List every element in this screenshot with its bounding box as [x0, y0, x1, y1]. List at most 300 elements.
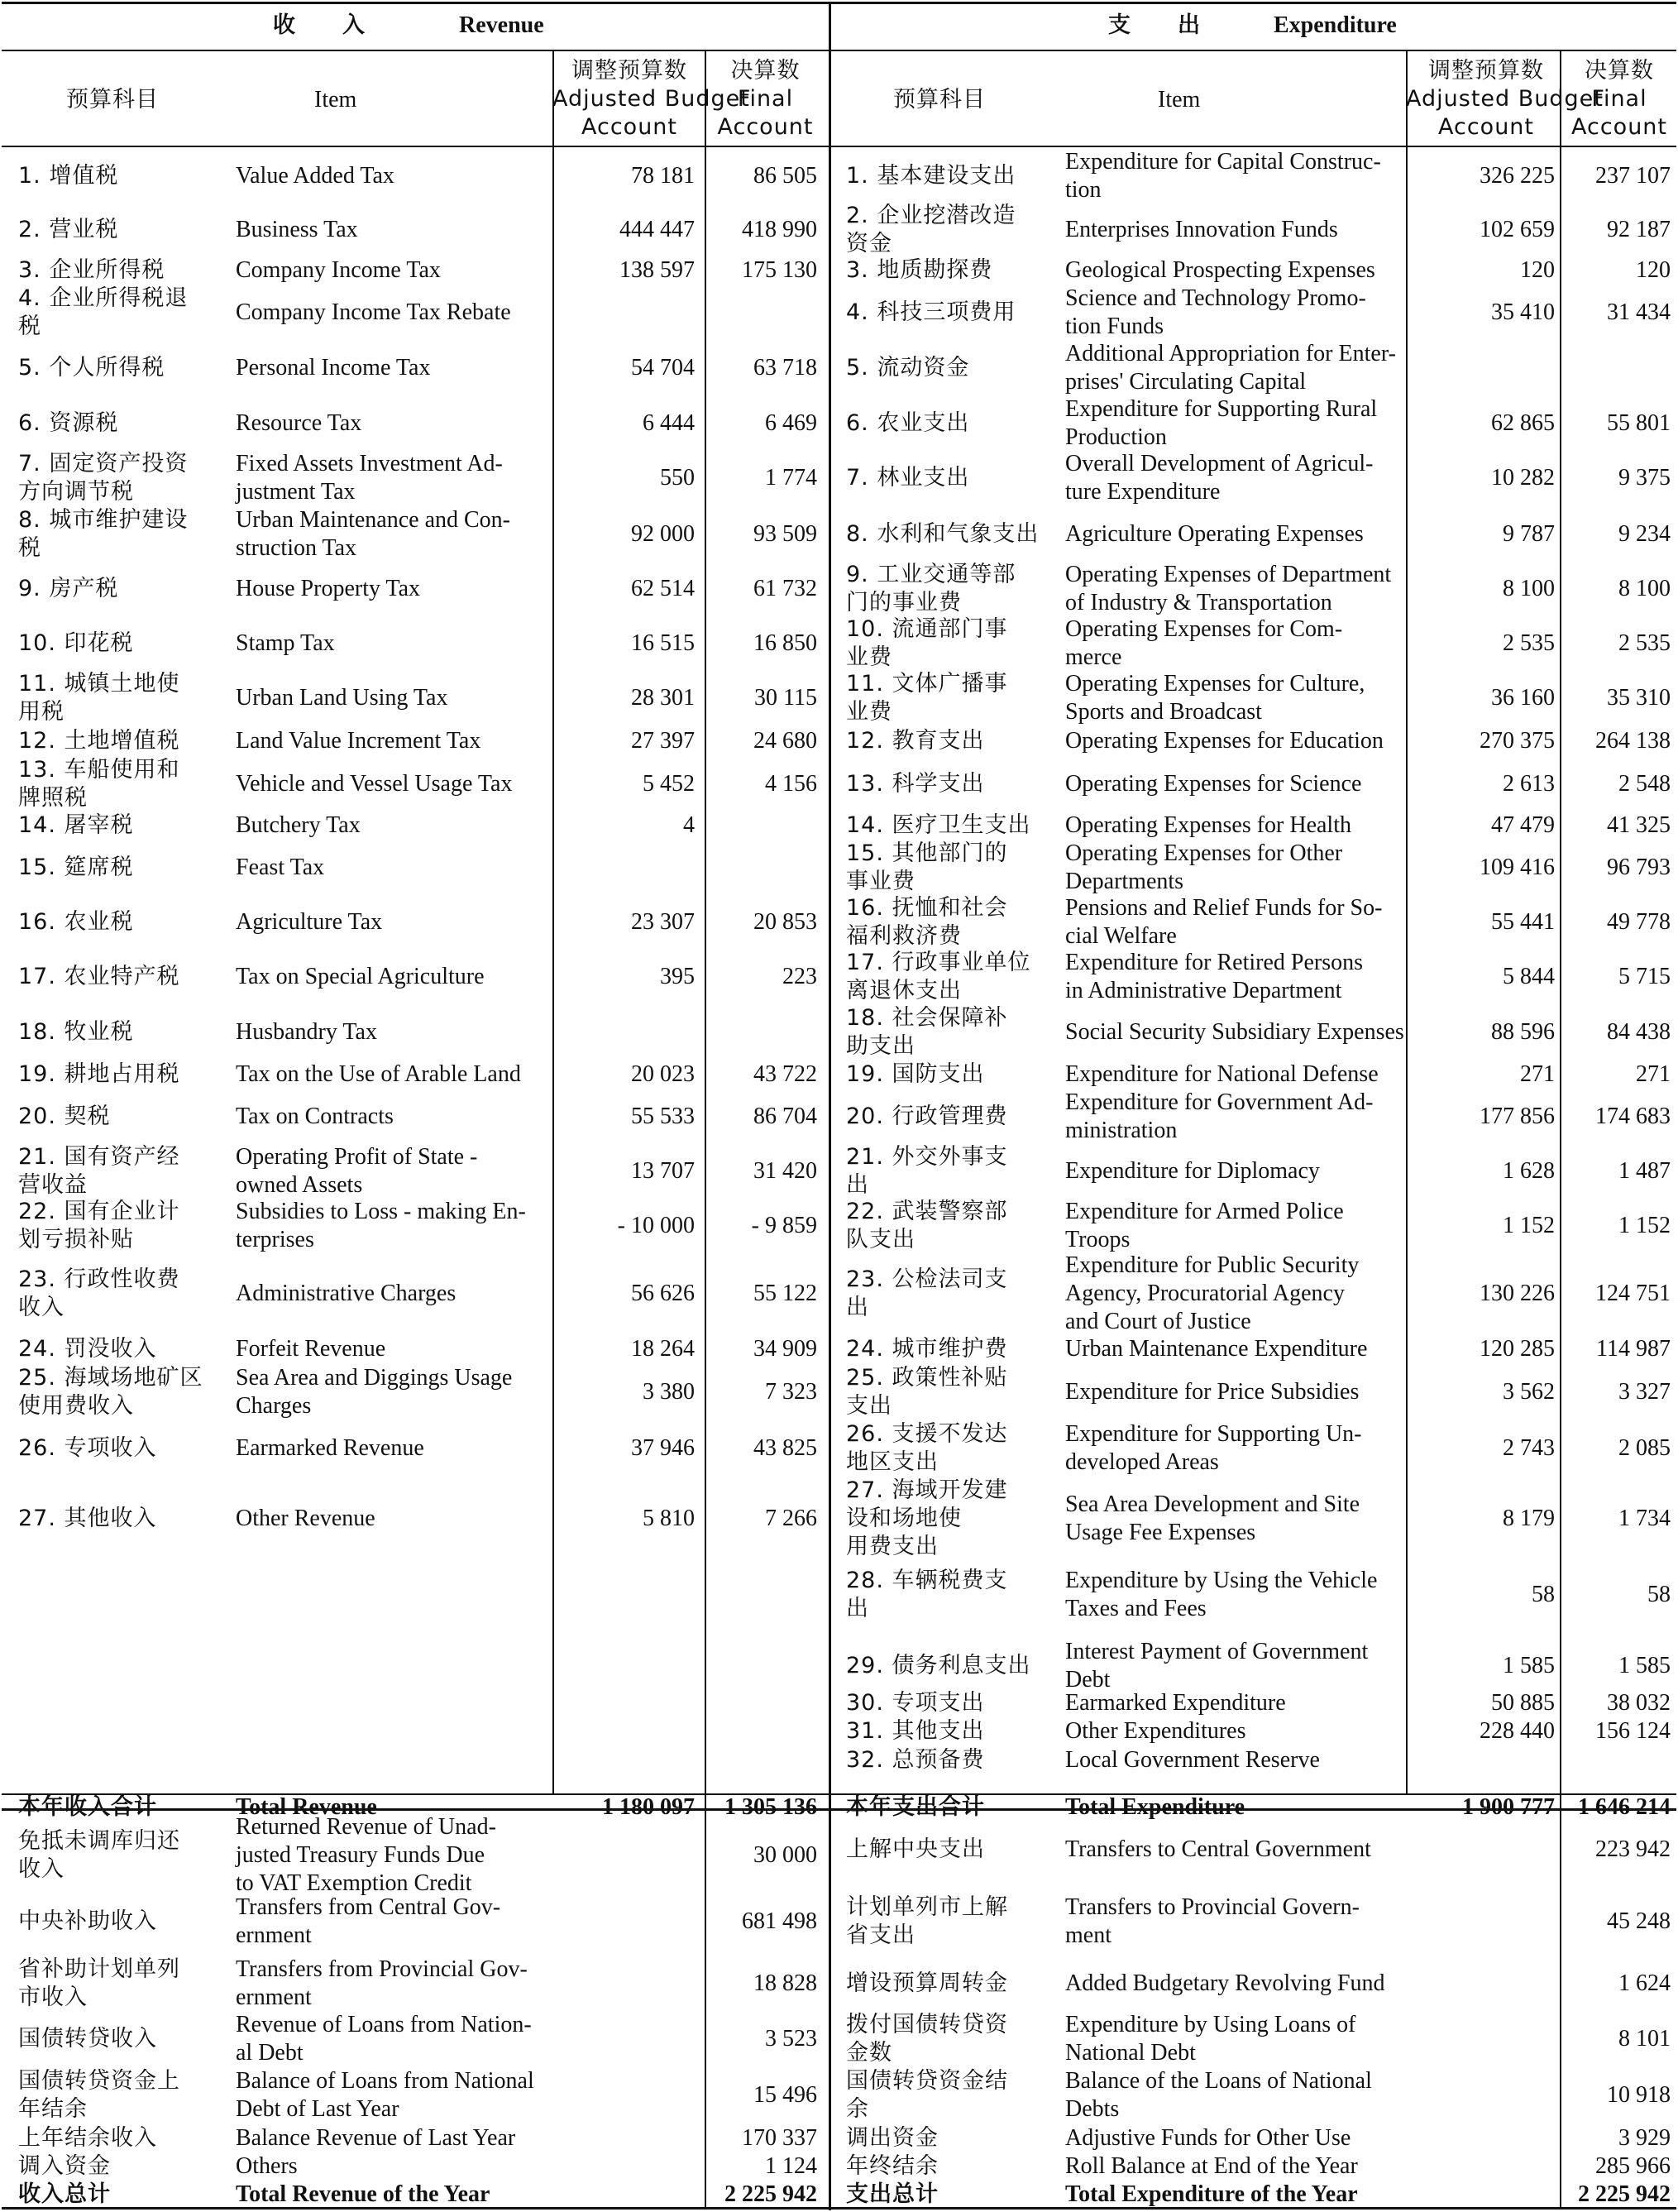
- expenditure-bottom-row-5-subject-line-1: 国债转贷资金结: [846, 2068, 1008, 2094]
- expenditure-row-29-subject: 29. 债务利息支出: [846, 1653, 1031, 1678]
- expenditure-row-31-item: Other Expenditures: [1065, 1718, 1246, 1744]
- revenue-bottom-row-1-item-line-2: justed Treasury Funds Due: [236, 1842, 485, 1868]
- expenditure-row-23-item-line-2: Agency, Procuratorial Agency: [1065, 1281, 1345, 1306]
- revenue-row-3-final: 175 130: [742, 257, 817, 283]
- revenue-row-2-adjusted: 444 447: [619, 217, 695, 242]
- expenditure-bottom-row-5-subject-line-2: 余: [846, 2096, 869, 2122]
- expenditure-bottom-row-3-final: 1 624: [1618, 1970, 1671, 1996]
- revenue-row-17-final: 223: [782, 964, 817, 989]
- expenditure-row-15-adjusted: 109 416: [1480, 855, 1555, 880]
- expenditure-title-en: Expenditure: [1274, 12, 1397, 38]
- revenue-row-17-item: Tax on Special Agriculture: [236, 964, 485, 989]
- expenditure-row-4-item-line-2: tion Funds: [1065, 314, 1164, 339]
- revenue-row-3-subject: 3. 企业所得税: [18, 257, 165, 283]
- total-revenue-final: 1 305 136: [724, 1794, 817, 1820]
- revenue-row-12-item: Land Value Increment Tax: [236, 728, 481, 754]
- expenditure-row-3-adjusted: 120: [1520, 257, 1555, 283]
- expenditure-row-12-final: 264 138: [1595, 728, 1671, 754]
- expenditure-row-32-subject: 32. 总预备费: [846, 1747, 985, 1773]
- expenditure-row-26-final: 2 085: [1618, 1435, 1671, 1461]
- expenditure-row-22-subject-line-1: 22. 武装警察部: [846, 1199, 1008, 1224]
- expenditure-bottom-row-6-item: Adjustive Funds for Other Use: [1065, 2125, 1351, 2151]
- expenditure-row-31-subject: 31. 其他支出: [846, 1718, 985, 1744]
- expenditure-row-9-subject-line-2: 门的事业费: [846, 590, 962, 615]
- revenue-bottom-row-7-final: 1 124: [765, 2153, 817, 2179]
- revenue-bottom-row-5-item-line-2: Debt of Last Year: [236, 2096, 399, 2122]
- revenue-row-10-adjusted: 16 515: [631, 630, 695, 656]
- revenue-row-1-subject: 1. 增值税: [18, 163, 119, 189]
- expenditure-row-17-subject-line-1: 17. 行政事业单位: [846, 950, 1031, 975]
- expenditure-row-1-adjusted: 326 225: [1480, 163, 1555, 189]
- expenditure-row-23-adjusted: 130 226: [1480, 1281, 1555, 1306]
- expenditure-row-9-adjusted: 8 100: [1503, 576, 1555, 601]
- expenditure-row-10-subject-line-1: 10. 流通部门事: [846, 616, 1008, 642]
- expenditure-row-11-adjusted: 36 160: [1491, 685, 1555, 711]
- revenue-row-11-subject-line-1: 11. 城镇土地使: [18, 671, 180, 697]
- total-expenditure-adjusted: 1 900 777: [1462, 1794, 1555, 1820]
- expenditure-row-11-subject-line-2: 业费: [846, 699, 892, 725]
- expenditure-row-7-adjusted: 10 282: [1491, 465, 1555, 491]
- expenditure-row-6-adjusted: 62 865: [1491, 410, 1555, 436]
- expenditure-row-22-subject-line-2: 队支出: [846, 1227, 915, 1252]
- expenditure-row-21-subject-line-2: 出: [846, 1172, 869, 1198]
- expenditure-row-13-final: 2 548: [1618, 771, 1671, 797]
- revenue-row-5-final: 63 718: [753, 355, 817, 381]
- revenue-row-3-item: Company Income Tax: [236, 257, 441, 283]
- revenue-row-25-final: 7 323: [765, 1379, 817, 1405]
- expenditure-row-25-final: 3 327: [1618, 1379, 1671, 1405]
- revenue-bottom-row-7-subject: 调入资金: [18, 2153, 111, 2179]
- expenditure-row-1-subject: 1. 基本建设支出: [846, 163, 1016, 189]
- exp-header-final-line-3: Account: [1570, 114, 1667, 140]
- revenue-row-20-item: Tax on Contracts: [236, 1104, 394, 1129]
- expenditure-bottom-row-1-subject: 上解中央支出: [846, 1836, 985, 1862]
- revenue-row-21-adjusted: 13 707: [631, 1158, 695, 1184]
- expenditure-row-2-adjusted: 102 659: [1480, 217, 1555, 242]
- revenue-row-24-final: 34 909: [753, 1336, 817, 1362]
- expenditure-row-29-adjusted: 1 585: [1503, 1653, 1555, 1678]
- expenditure-row-8-item: Agriculture Operating Expenses: [1065, 521, 1364, 547]
- revenue-row-16-adjusted: 23 307: [631, 909, 695, 935]
- expenditure-row-18-subject-line-1: 18. 社会保障补: [846, 1005, 1008, 1031]
- total-expenditure-final: 1 646 214: [1578, 1794, 1671, 1820]
- revenue-row-19-adjusted: 20 023: [631, 1061, 695, 1087]
- revenue-row-25-item-line-1: Sea Area and Diggings Usage: [236, 1365, 513, 1391]
- revenue-row-9-subject: 9. 房产税: [18, 576, 119, 601]
- exp-header-adjusted-line-1: 调整预算数: [1428, 58, 1544, 84]
- revenue-row-22-final: - 9 859: [751, 1213, 817, 1238]
- revenue-row-7-final: 1 774: [765, 465, 817, 491]
- revenue-row-26-item: Earmarked Revenue: [236, 1435, 424, 1461]
- expenditure-row-22-adjusted: 1 152: [1503, 1213, 1555, 1238]
- expenditure-row-18-subject-line-2: 助支出: [846, 1033, 915, 1059]
- expenditure-row-18-item: Social Security Subsidiary Expenses: [1065, 1019, 1404, 1045]
- revenue-bottom-row-2-final: 681 498: [742, 1908, 817, 1934]
- exp-header-final-line-1: 决算数: [1585, 58, 1654, 84]
- expenditure-row-21-final: 1 487: [1618, 1158, 1671, 1184]
- revenue-row-15-subject: 15. 筵席税: [18, 855, 134, 880]
- grand-total-expenditure-en: Total Expenditure of the Year: [1065, 2181, 1358, 2207]
- revenue-row-27-final: 7 266: [765, 1506, 817, 1531]
- expenditure-row-10-item-line-1: Operating Expenses for Com-: [1065, 616, 1343, 642]
- expenditure-bottom-row-5-final: 10 918: [1607, 2082, 1671, 2108]
- expenditure-row-14-subject: 14. 医疗卫生支出: [846, 812, 1031, 838]
- revenue-bottom-row-2-item-line-2: ernment: [236, 1922, 312, 1948]
- expenditure-row-16-final: 49 778: [1607, 909, 1671, 935]
- revenue-row-18-subject: 18. 牧业税: [18, 1019, 134, 1045]
- expenditure-row-30-adjusted: 50 885: [1491, 1690, 1555, 1716]
- expenditure-row-19-adjusted: 271: [1520, 1061, 1555, 1087]
- expenditure-row-10-adjusted: 2 535: [1503, 630, 1555, 656]
- expenditure-row-14-adjusted: 47 479: [1491, 812, 1555, 838]
- revenue-row-21-subject-line-2: 营收益: [18, 1172, 88, 1198]
- expenditure-row-26-subject-line-2: 地区支出: [846, 1449, 939, 1475]
- expenditure-row-29-item-line-2: Debt: [1065, 1667, 1111, 1693]
- expenditure-row-1-item-line-1: Expenditure for Capital Construc-: [1065, 149, 1381, 175]
- revenue-row-7-item-line-1: Fixed Assets Investment Ad-: [236, 451, 503, 476]
- expenditure-bottom-row-4-subject-line-2: 金数: [846, 2040, 892, 2066]
- revenue-row-12-subject: 12. 土地增值税: [18, 728, 180, 754]
- expenditure-row-1-final: 237 107: [1595, 163, 1671, 189]
- revenue-row-8-item-line-2: struction Tax: [236, 535, 357, 561]
- revenue-bottom-row-4-item-line-1: Revenue of Loans from Nation-: [236, 2012, 532, 2037]
- expenditure-bottom-row-2-item-line-1: Transfers to Provincial Govern-: [1065, 1894, 1360, 1920]
- revenue-row-22-subject-line-1: 22. 国有企业计: [18, 1199, 180, 1224]
- revenue-bottom-row-1-subject-line-2: 收入: [18, 1856, 65, 1882]
- expenditure-row-32-item: Local Government Reserve: [1065, 1747, 1320, 1773]
- revenue-bottom-row-3-final: 18 828: [753, 1970, 817, 1996]
- expenditure-bottom-row-1-item: Transfers to Central Government: [1065, 1836, 1371, 1862]
- rev-header-adjusted-line-1: 调整预算数: [571, 58, 687, 84]
- expenditure-row-12-item: Operating Expenses for Education: [1065, 728, 1384, 754]
- expenditure-bottom-row-4-subject-line-1: 拨付国债转贷资: [846, 2012, 1008, 2037]
- expenditure-bottom-row-2-subject-line-1: 计划单列市上解: [846, 1894, 1008, 1920]
- expenditure-row-16-adjusted: 55 441: [1491, 909, 1555, 935]
- expenditure-row-5-item-line-2: prises' Circulating Capital: [1065, 369, 1307, 395]
- total-expenditure-cn: 本年支出合计: [846, 1794, 985, 1820]
- rev-final-col-left: [705, 50, 706, 2209]
- expenditure-row-22-final: 1 152: [1618, 1213, 1671, 1238]
- revenue-row-10-subject: 10. 印花税: [18, 630, 134, 656]
- revenue-row-19-subject: 19. 耕地占用税: [18, 1061, 180, 1087]
- expenditure-row-7-item-line-1: Overall Development of Agricul-: [1065, 451, 1374, 476]
- expenditure-row-17-item-line-2: in Administrative Department: [1065, 978, 1342, 1003]
- revenue-row-26-adjusted: 37 946: [631, 1435, 695, 1461]
- expenditure-row-17-subject-line-2: 离退休支出: [846, 978, 962, 1003]
- expenditure-row-6-item-line-2: Production: [1065, 424, 1167, 450]
- revenue-row-26-final: 43 825: [753, 1435, 817, 1461]
- revenue-row-23-subject-line-1: 23. 行政性收费: [18, 1266, 180, 1292]
- expenditure-row-25-adjusted: 3 562: [1503, 1379, 1555, 1405]
- revenue-row-25-item-line-2: Charges: [236, 1393, 312, 1419]
- exp-header-item: Item: [1158, 87, 1201, 113]
- revenue-row-10-final: 16 850: [753, 630, 817, 656]
- expenditure-row-15-subject-line-2: 事业费: [846, 869, 915, 894]
- expenditure-row-17-final: 5 715: [1618, 964, 1671, 989]
- expenditure-row-23-subject-line-1: 23. 公检法司支: [846, 1266, 1008, 1292]
- expenditure-row-20-final: 174 683: [1595, 1104, 1671, 1129]
- expenditure-bottom-row-5-item-line-2: Debts: [1065, 2096, 1120, 2122]
- revenue-row-6-final: 6 469: [765, 410, 817, 436]
- expenditure-row-13-adjusted: 2 613: [1503, 771, 1555, 797]
- revenue-row-11-final: 30 115: [754, 685, 817, 711]
- revenue-bottom-row-3-item-line-1: Transfers from Provincial Gov-: [236, 1956, 528, 1982]
- revenue-row-22-adjusted: - 10 000: [617, 1213, 695, 1238]
- revenue-bottom-row-4-subject: 国债转贷收入: [18, 2026, 157, 2052]
- revenue-row-26-subject: 26. 专项收入: [18, 1435, 157, 1461]
- expenditure-row-16-subject-line-1: 16. 抚恤和社会: [846, 895, 1008, 921]
- expenditure-row-9-subject-line-1: 9. 工业交通等部: [846, 562, 1016, 587]
- expenditure-row-20-subject: 20. 行政管理费: [846, 1104, 1008, 1129]
- total-revenue-cn: 本年收入合计: [18, 1794, 157, 1820]
- total-revenue-en: Total Revenue: [236, 1794, 377, 1820]
- revenue-row-7-subject-line-1: 7. 固定资产投资: [18, 451, 189, 476]
- revenue-bottom-row-4-item-line-2: al Debt: [236, 2040, 304, 2066]
- expenditure-row-11-item-line-2: Sports and Broadcast: [1065, 699, 1262, 725]
- revenue-row-14-subject: 14. 屠宰税: [18, 812, 134, 838]
- revenue-row-25-adjusted: 3 380: [643, 1379, 695, 1405]
- expenditure-row-9-item-line-1: Operating Expenses of Department: [1065, 562, 1392, 587]
- expenditure-row-8-adjusted: 9 787: [1503, 521, 1555, 547]
- revenue-row-16-final: 20 853: [753, 909, 817, 935]
- expenditure-row-6-subject: 6. 农业支出: [846, 410, 970, 436]
- revenue-row-4-subject-line-2: 税: [18, 314, 41, 339]
- expenditure-row-27-subject-line-3: 用费支出: [846, 1534, 939, 1559]
- expenditure-row-23-final: 124 751: [1595, 1281, 1671, 1306]
- revenue-row-22-item-line-2: terprises: [236, 1227, 314, 1252]
- expenditure-row-19-item: Expenditure for National Defense: [1065, 1061, 1379, 1087]
- rev-header-final-line-3: Account: [717, 114, 814, 140]
- expenditure-row-3-subject: 3. 地质勘探费: [846, 257, 993, 283]
- revenue-bottom-row-6-item: Balance Revenue of Last Year: [236, 2125, 516, 2151]
- rev-header-adjusted-line-2: Adjusted Budget: [552, 86, 750, 112]
- revenue-row-23-item: Administrative Charges: [236, 1281, 457, 1306]
- expenditure-row-28-item-line-2: Taxes and Fees: [1065, 1596, 1207, 1621]
- revenue-row-8-subject-line-1: 8. 城市维护建设: [18, 507, 189, 533]
- expenditure-row-11-subject-line-1: 11. 文体广播事: [846, 671, 1008, 697]
- expenditure-bottom-row-7-final: 285 966: [1595, 2153, 1671, 2179]
- revenue-bottom-row-5-item-line-1: Balance of Loans from National: [236, 2068, 534, 2094]
- revenue-bottom-row-6-subject: 上年结余收入: [18, 2125, 157, 2151]
- expenditure-row-14-final: 41 325: [1607, 812, 1671, 838]
- rev-header-final-line-1: 决算数: [730, 58, 801, 84]
- expenditure-row-30-final: 38 032: [1607, 1690, 1671, 1716]
- expenditure-row-18-final: 84 438: [1607, 1019, 1671, 1045]
- revenue-row-20-subject: 20. 契税: [18, 1104, 111, 1129]
- expenditure-row-15-item-line-2: Departments: [1065, 869, 1184, 894]
- revenue-row-19-item: Tax on the Use of Arable Land: [236, 1061, 521, 1087]
- revenue-row-1-final: 86 505: [753, 163, 817, 189]
- expenditure-bottom-row-6-final: 3 929: [1618, 2125, 1671, 2151]
- revenue-row-17-adjusted: 395: [660, 964, 695, 989]
- revenue-row-14-adjusted: 4: [683, 812, 695, 838]
- rev-header-adjusted-line-3: Account: [581, 114, 677, 140]
- expenditure-row-23-item-line-1: Expenditure for Public Security: [1065, 1252, 1360, 1278]
- total-revenue-adjusted: 1 180 097: [602, 1794, 695, 1820]
- revenue-row-13-adjusted: 5 452: [643, 771, 695, 797]
- revenue-bottom-row-3-subject-line-2: 市收入: [18, 1985, 88, 2010]
- exp-header-adjusted-line-3: Account: [1437, 114, 1534, 140]
- expenditure-row-2-subject-line-2: 资金: [846, 231, 892, 256]
- expenditure-row-24-subject: 24. 城市维护费: [846, 1336, 1008, 1362]
- expenditure-row-22-item-line-1: Expenditure for Armed Police: [1065, 1199, 1344, 1224]
- expenditure-row-27-subject-line-1: 27. 海域开发建: [846, 1477, 1008, 1503]
- revenue-row-9-final: 61 732: [753, 576, 817, 601]
- expenditure-row-24-adjusted: 120 285: [1480, 1336, 1555, 1362]
- grand-total-expenditure-final: 2 225 942: [1578, 2181, 1671, 2207]
- revenue-title-cn: 收 入: [273, 12, 366, 38]
- revenue-row-16-item: Agriculture Tax: [236, 909, 383, 935]
- column-header-divider: [2, 146, 1676, 147]
- grand-total-expenditure-cn: 支出总计: [846, 2181, 939, 2207]
- revenue-title-en: Revenue: [459, 12, 544, 38]
- expenditure-row-4-final: 31 434: [1607, 299, 1671, 325]
- expenditure-row-2-final: 92 187: [1607, 217, 1671, 242]
- expenditure-bottom-row-4-item-line-1: Expenditure by Using Loans of: [1065, 2012, 1356, 2037]
- revenue-row-13-subject-line-2: 牌照税: [18, 785, 88, 811]
- expenditure-row-9-final: 8 100: [1618, 576, 1671, 601]
- expenditure-row-16-item-line-1: Pensions and Relief Funds for So-: [1065, 895, 1383, 921]
- expenditure-row-6-item-line-1: Expenditure for Supporting Rural: [1065, 396, 1378, 422]
- expenditure-row-24-item: Urban Maintenance Expenditure: [1065, 1336, 1368, 1362]
- expenditure-row-3-item: Geological Prospecting Expenses: [1065, 257, 1375, 283]
- expenditure-row-20-item-line-2: ministration: [1065, 1118, 1178, 1143]
- revenue-row-27-adjusted: 5 810: [643, 1506, 695, 1531]
- expenditure-row-15-subject-line-1: 15. 其他部门的: [846, 840, 1008, 866]
- revenue-row-4-subject-line-1: 4. 企业所得税退: [18, 285, 189, 311]
- expenditure-bottom-row-7-subject: 年终结余: [846, 2153, 939, 2179]
- expenditure-row-23-item-line-3: and Court of Justice: [1065, 1309, 1251, 1334]
- revenue-row-20-final: 86 704: [753, 1104, 817, 1129]
- exp-header-adjusted-line-2: Adjusted Budget: [1406, 86, 1604, 112]
- revenue-row-22-item-line-1: Subsidies to Loss - making En-: [236, 1199, 526, 1224]
- expenditure-row-21-subject-line-1: 21. 外交外事支: [846, 1144, 1008, 1170]
- revenue-row-4-item: Company Income Tax Rebate: [236, 299, 511, 325]
- revenue-row-5-item: Personal Income Tax: [236, 355, 431, 381]
- revenue-row-27-item: Other Revenue: [236, 1506, 375, 1531]
- revenue-bottom-row-5-subject-line-1: 国债转贷资金上: [18, 2068, 180, 2094]
- revenue-row-7-subject-line-2: 方向调节税: [18, 479, 134, 505]
- center-divider: [829, 2, 831, 2210]
- expenditure-row-14-item: Operating Expenses for Health: [1065, 812, 1351, 838]
- revenue-row-9-adjusted: 62 514: [631, 576, 695, 601]
- expenditure-row-16-item-line-2: cial Welfare: [1065, 923, 1177, 949]
- revenue-row-22-subject-line-2: 划亏损补贴: [18, 1227, 134, 1252]
- revenue-row-14-item: Butchery Tax: [236, 812, 361, 838]
- rev-header-final-line-2: Final: [737, 86, 794, 112]
- expenditure-row-12-subject: 12. 教育支出: [846, 728, 985, 754]
- revenue-bottom-row-3-item-line-2: ernment: [236, 1985, 312, 2010]
- revenue-bottom-row-1-item-line-3: to VAT Exemption Credit: [236, 1870, 472, 1896]
- revenue-bottom-row-4-final: 3 523: [765, 2026, 817, 2052]
- rev-header-item: Item: [314, 87, 357, 113]
- expenditure-row-15-item-line-1: Operating Expenses for Other: [1065, 840, 1343, 866]
- expenditure-row-19-final: 271: [1636, 1061, 1671, 1087]
- revenue-bottom-row-2-subject: 中央补助收入: [18, 1908, 157, 1934]
- revenue-row-23-subject-line-2: 收入: [18, 1295, 65, 1320]
- expenditure-row-25-item: Expenditure for Price Subsidies: [1065, 1379, 1360, 1405]
- expenditure-row-4-adjusted: 35 410: [1491, 299, 1555, 325]
- revenue-row-21-subject-line-1: 21. 国有资产经: [18, 1144, 180, 1170]
- expenditure-row-28-final: 58: [1647, 1582, 1671, 1607]
- expenditure-bottom-row-1-final: 223 942: [1595, 1836, 1671, 1862]
- expenditure-row-29-item-line-1: Interest Payment of Government: [1065, 1639, 1369, 1664]
- expenditure-row-27-final: 1 734: [1618, 1506, 1671, 1531]
- revenue-row-13-item: Vehicle and Vessel Usage Tax: [236, 771, 513, 797]
- expenditure-row-17-adjusted: 5 844: [1503, 964, 1555, 989]
- expenditure-row-7-item-line-2: ture Expenditure: [1065, 479, 1221, 505]
- expenditure-row-1-item-line-2: tion: [1065, 177, 1102, 203]
- expenditure-row-20-adjusted: 177 856: [1480, 1104, 1555, 1129]
- revenue-row-21-item-line-1: Operating Profit of State -: [236, 1144, 478, 1170]
- revenue-row-2-final: 418 990: [742, 217, 817, 242]
- revenue-row-24-adjusted: 18 264: [631, 1336, 695, 1362]
- expenditure-row-10-subject-line-2: 业费: [846, 644, 892, 670]
- expenditure-bottom-row-4-item-line-2: National Debt: [1065, 2040, 1196, 2066]
- expenditure-bottom-row-6-subject: 调出资金: [846, 2125, 939, 2151]
- expenditure-row-30-subject: 30. 专项支出: [846, 1690, 985, 1716]
- expenditure-row-9-item-line-2: of Industry & Transportation: [1065, 590, 1332, 615]
- expenditure-row-10-final: 2 535: [1618, 630, 1671, 656]
- expenditure-row-26-subject-line-1: 26. 支援不发达: [846, 1421, 1008, 1447]
- expenditure-row-28-item-line-1: Expenditure by Using the Vehicle: [1065, 1568, 1378, 1593]
- revenue-row-7-adjusted: 550: [660, 465, 695, 491]
- expenditure-row-26-item-line-2: developed Areas: [1065, 1449, 1219, 1475]
- revenue-row-6-item: Resource Tax: [236, 410, 362, 436]
- revenue-row-5-subject: 5. 个人所得税: [18, 355, 165, 381]
- expenditure-bottom-row-4-final: 8 101: [1618, 2026, 1671, 2052]
- expenditure-row-23-subject-line-2: 出: [846, 1295, 869, 1320]
- revenue-bottom-row-5-final: 15 496: [753, 2082, 817, 2108]
- expenditure-row-25-subject-line-1: 25. 政策性补贴: [846, 1365, 1008, 1391]
- revenue-row-20-adjusted: 55 533: [631, 1104, 695, 1129]
- expenditure-row-22-item-line-2: Troops: [1065, 1227, 1131, 1252]
- expenditure-row-2-subject-line-1: 2. 企业挖潜改造: [846, 203, 1016, 228]
- revenue-row-13-final: 4 156: [765, 771, 817, 797]
- revenue-row-8-item-line-1: Urban Maintenance and Con-: [236, 507, 510, 533]
- revenue-bottom-row-6-final: 170 337: [742, 2125, 817, 2151]
- revenue-bottom-row-3-subject-line-1: 省补助计划单列: [18, 1956, 180, 1982]
- expenditure-bottom-row-7-item: Roll Balance at End of the Year: [1065, 2153, 1358, 2179]
- expenditure-row-5-subject: 5. 流动资金: [846, 355, 970, 381]
- expenditure-row-3-final: 120: [1636, 257, 1671, 283]
- expenditure-bottom-row-3-item: Added Budgetary Revolving Fund: [1065, 1970, 1385, 1996]
- total-expenditure-en: Total Expenditure: [1065, 1794, 1245, 1820]
- revenue-row-12-final: 24 680: [753, 728, 817, 754]
- exp-header-subject: 预算科目: [893, 87, 986, 113]
- revenue-row-25-subject-line-1: 25. 海域场地矿区: [18, 1365, 203, 1391]
- revenue-row-8-adjusted: 92 000: [631, 521, 695, 547]
- expenditure-row-31-adjusted: 228 440: [1480, 1718, 1555, 1744]
- expenditure-row-28-subject-line-1: 28. 车辆税费支: [846, 1568, 1008, 1593]
- expenditure-row-13-item: Operating Expenses for Science: [1065, 771, 1362, 797]
- header-row-divider: [2, 50, 1676, 51]
- revenue-row-23-final: 55 122: [753, 1281, 817, 1306]
- expenditure-row-25-subject-line-2: 支出: [846, 1393, 892, 1419]
- revenue-row-2-item: Business Tax: [236, 217, 358, 242]
- revenue-bottom-row-5-subject-line-2: 年结余: [18, 2096, 88, 2122]
- revenue-row-15-item: Feast Tax: [236, 855, 325, 880]
- grand-total-revenue-cn: 收入总计: [18, 2181, 111, 2207]
- expenditure-row-4-item-line-1: Science and Technology Promo-: [1065, 285, 1366, 311]
- expenditure-row-11-item-line-1: Operating Expenses for Culture,: [1065, 671, 1365, 697]
- expenditure-row-12-adjusted: 270 375: [1480, 728, 1555, 754]
- expenditure-title-cn: 支 出: [1108, 12, 1201, 38]
- expenditure-row-27-subject-line-2: 设和场地使: [846, 1506, 962, 1531]
- expenditure-row-29-final: 1 585: [1618, 1653, 1671, 1678]
- revenue-bottom-row-1-item-line-1: Returned Revenue of Unad-: [236, 1814, 496, 1840]
- revenue-row-1-adjusted: 78 181: [631, 163, 695, 189]
